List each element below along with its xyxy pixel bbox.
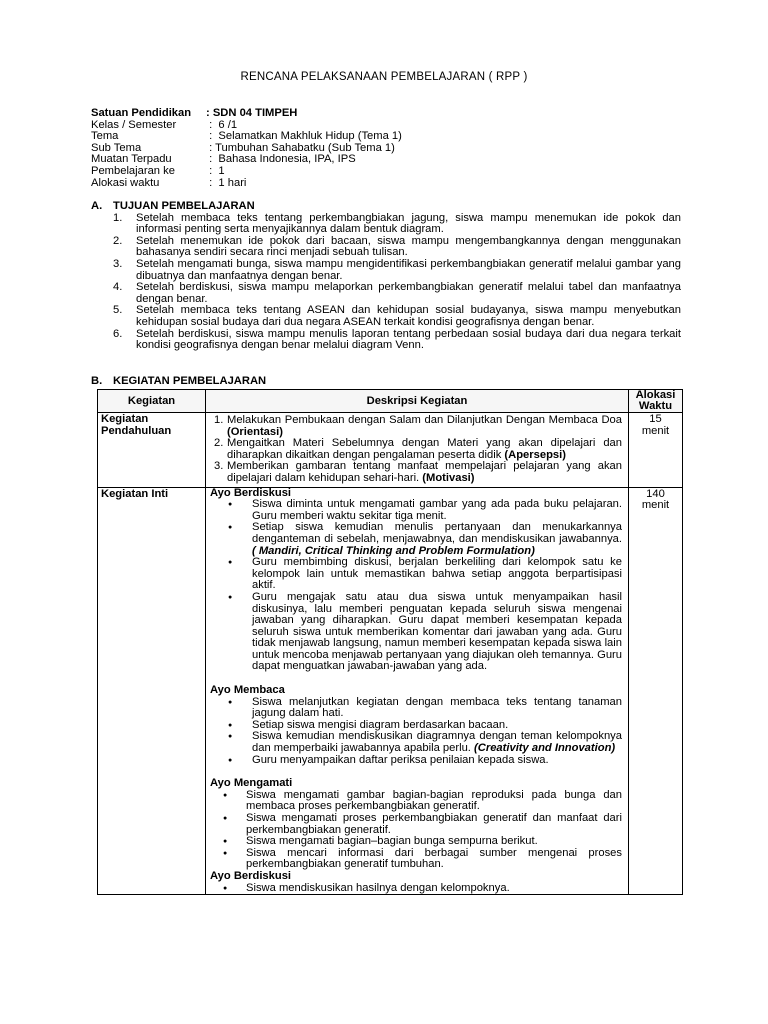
- objective-item: 3. Setelah mengamati bunga, siswa mampu mengidentifikasi perkembangbiakan generatif melalui gambar yang dibuatnya dan manfaatnya dengan benar.: [113, 257, 681, 282]
- header-kegiatan: Kegiatan: [98, 390, 206, 413]
- table-row: [98, 487, 683, 895]
- list-item: ● Siswa mengamati bagian–bagian bunga sempurna berikut.: [210, 836, 622, 848]
- row-time: 140 menit: [629, 487, 683, 895]
- list-item: ● Siswa melanjutkan kegiatan dengan membaca teks tentang tanaman jagung dalam hati.: [210, 697, 622, 720]
- identity-label: Muatan Terpadu: [91, 153, 172, 166]
- identity-label: Alokasi waktu: [91, 176, 160, 189]
- identity-value: : Bahasa Indonesia, IPA, IPS: [206, 153, 356, 166]
- identity-block: [91, 108, 402, 189]
- list-item: ● Setiap siswa kemudian menulis pertanyaan dan menukarkannya denganteman di sebelah, menjawabnya, dan mendiskusikan jawabannya. ( Mandiri, Critical Thinking and Problem Formulation): [210, 522, 622, 557]
- list-item: ● Guru membimbing diskusi, berjalan berkeliling dari kelompok satu ke kelompok lain untuk memastikan bahwa setiap anggota berpartisipasi aktif.: [210, 557, 622, 592]
- row-time: 15 menit: [629, 413, 683, 488]
- group-heading: Ayo Berdiskusi: [210, 486, 292, 499]
- identity-value: : 1 hari: [206, 176, 247, 189]
- identity-value: : Tumbuhan Sahabatku (Sub Tema 1): [206, 141, 395, 154]
- objective-item: 6. Setelah berdiskusi, siswa mampu menulis laporan tentang perbedaan sosial budaya dari dua negara terkait kondisi geografisnya dengan benar melalui diagram Venn.: [113, 327, 681, 352]
- list-item: 2. Mengaitkan Materi Sebelumnya dengan Materi yang akan dipelajari dan diharapkan dikaitkan dengan pengalaman peserta didik (Apersepsi): [214, 437, 622, 461]
- activity-group: [206, 685, 628, 778]
- group-heading: Ayo Berdiskusi: [210, 869, 292, 882]
- list-item: ● Siswa mengamati gambar bagian-bagian reproduksi pada bunga dan membaca proses perkembangbiakan generatif.: [210, 790, 622, 813]
- page-title: RENCANA PELAKSANAAN PEMBELAJARAN ( RPP ): [240, 71, 528, 83]
- section-heading: A. TUJUAN PEMBELAJARAN: [91, 200, 255, 212]
- row-label: Kegiatan Inti: [98, 487, 206, 895]
- bullet-list: [210, 697, 622, 767]
- list-item: ● Siswa mendiskusikan hasilnya dengan kelompoknya.: [210, 883, 622, 895]
- list-item: ● Setiap siswa mengisi diagram berdasarkan bacaan.: [210, 720, 622, 732]
- list-item: ● Siswa diminta untuk mengamati gambar yang ada pada buku pelajaran. Guru memberi waktu sekitar tiga menit.: [210, 499, 622, 522]
- list-item: ● Guru menyampaikan daftar periksa penilaian kepada siswa.: [210, 755, 622, 767]
- list-item: ● Siswa kemudian mendiskusikan diagramnya dengan teman kelompoknya dan memperbaiki jawabannya apabila perlu. (Creativity and Innovation): [210, 731, 622, 754]
- identity-value: : 6 /1: [206, 118, 238, 131]
- objective-item: 4. Setelah berdiskusi, siswa mampu melaporkan perkembangbiakan generatif melalui tabel dan manfaatnya dengan benar.: [113, 281, 681, 305]
- activity-table: [97, 389, 683, 895]
- row-description: [206, 413, 629, 488]
- table-header-row: [98, 390, 683, 413]
- list-item: 3. Memberikan gambaran tentang manfaat mempelajari pelajaran yang akan dipelajari dalam kehidupan sehari-hari. (Motivasi): [214, 460, 622, 484]
- activity-group: [206, 778, 628, 871]
- activity-group: [206, 871, 628, 894]
- objective-item: 2. Setelah menemukan ide pokok dari bacaan, siswa mampu mengembangkannya dengan menggunakan bahasanya sendiri secara rinci menjadi sebuah tulisan.: [113, 234, 681, 259]
- pendahuluan-list: [206, 413, 628, 487]
- identity-label: Satuan Pendidikan: [91, 107, 192, 119]
- objective-item: 5. Setelah membaca teks tentang ASEAN dan kehidupan sosial budayanya, siswa mampu menyebutkan kehidupan sosial budaya dari dua negara ASEAN terkait kondisi geografisnya dengan benar.: [113, 304, 681, 328]
- header-alokasi: Alokasi Waktu: [629, 390, 683, 413]
- table-row: [98, 413, 683, 488]
- identity-value: : 1: [206, 164, 225, 177]
- group-heading: Ayo Membaca: [210, 684, 285, 697]
- identity-label: Kelas / Semester: [91, 118, 177, 131]
- list-item: 1. Melakukan Pembukaan dengan Salam dan Dilanjutkan Dengan Membaca Doa (Orientasi): [214, 414, 622, 438]
- identity-row: [91, 178, 402, 190]
- bullet-list: [210, 499, 622, 673]
- identity-value: : SDN 04 TIMPEH: [206, 107, 298, 119]
- row-description: [206, 487, 629, 895]
- section-kegiatan: [91, 376, 681, 388]
- section-tujuan: [91, 201, 681, 352]
- identity-row: [91, 166, 402, 178]
- row-label: Kegiatan Pendahuluan: [98, 413, 206, 488]
- list-item: ● Guru mengajak satu atau dua siswa untuk menyampaikan hasil diskusinya, lalu memberi penguatan kepada seluruh siswa mengenai jawaban yang diharapkan. Guru dapat memberi kesempatan kepada seluruh siswa untuk memberikan komentar dari jawaban yang ada. Guru tidak menjawab langsung, namun memberi kesempatan kepada siswa lain untuk mencoba menjawab pertanyaan yang diajukan oleh temannya. Guru dapat menguatkan jawaban-jawaban yang ada.: [210, 592, 622, 673]
- identity-label: Sub Tema: [91, 141, 142, 154]
- bullet-list: [210, 883, 622, 895]
- activity-group: [206, 488, 628, 686]
- list-item: ● Siswa mencari informasi dari berbagai sumber mengenai proses perkembangbiakan generatif tumbuhan.: [210, 848, 622, 871]
- list-item: ● Siswa mengamati proses perkembangbiakan generatif dan manfaat dari perkembangbiakan generatif.: [210, 813, 622, 836]
- identity-label: Pembelajaran ke: [91, 164, 175, 177]
- objective-list: [91, 213, 681, 352]
- section-heading: B. KEGIATAN PEMBELAJARAN: [91, 375, 267, 387]
- identity-label: Tema: [91, 130, 119, 143]
- header-deskripsi: Deskripsi Kegiatan: [206, 390, 629, 413]
- identity-value: : Selamatkan Makhluk Hidup (Tema 1): [206, 130, 402, 143]
- bullet-list: [210, 790, 622, 871]
- identity-row: [91, 108, 402, 120]
- objective-item: 1. Setelah membaca teks tentang perkembangbiakan jagung, siswa mampu menemukan ide pokok dan informasi penting serta menyajikannya dalam bentuk diagram.: [113, 211, 681, 236]
- group-heading: Ayo Mengamati: [210, 777, 293, 790]
